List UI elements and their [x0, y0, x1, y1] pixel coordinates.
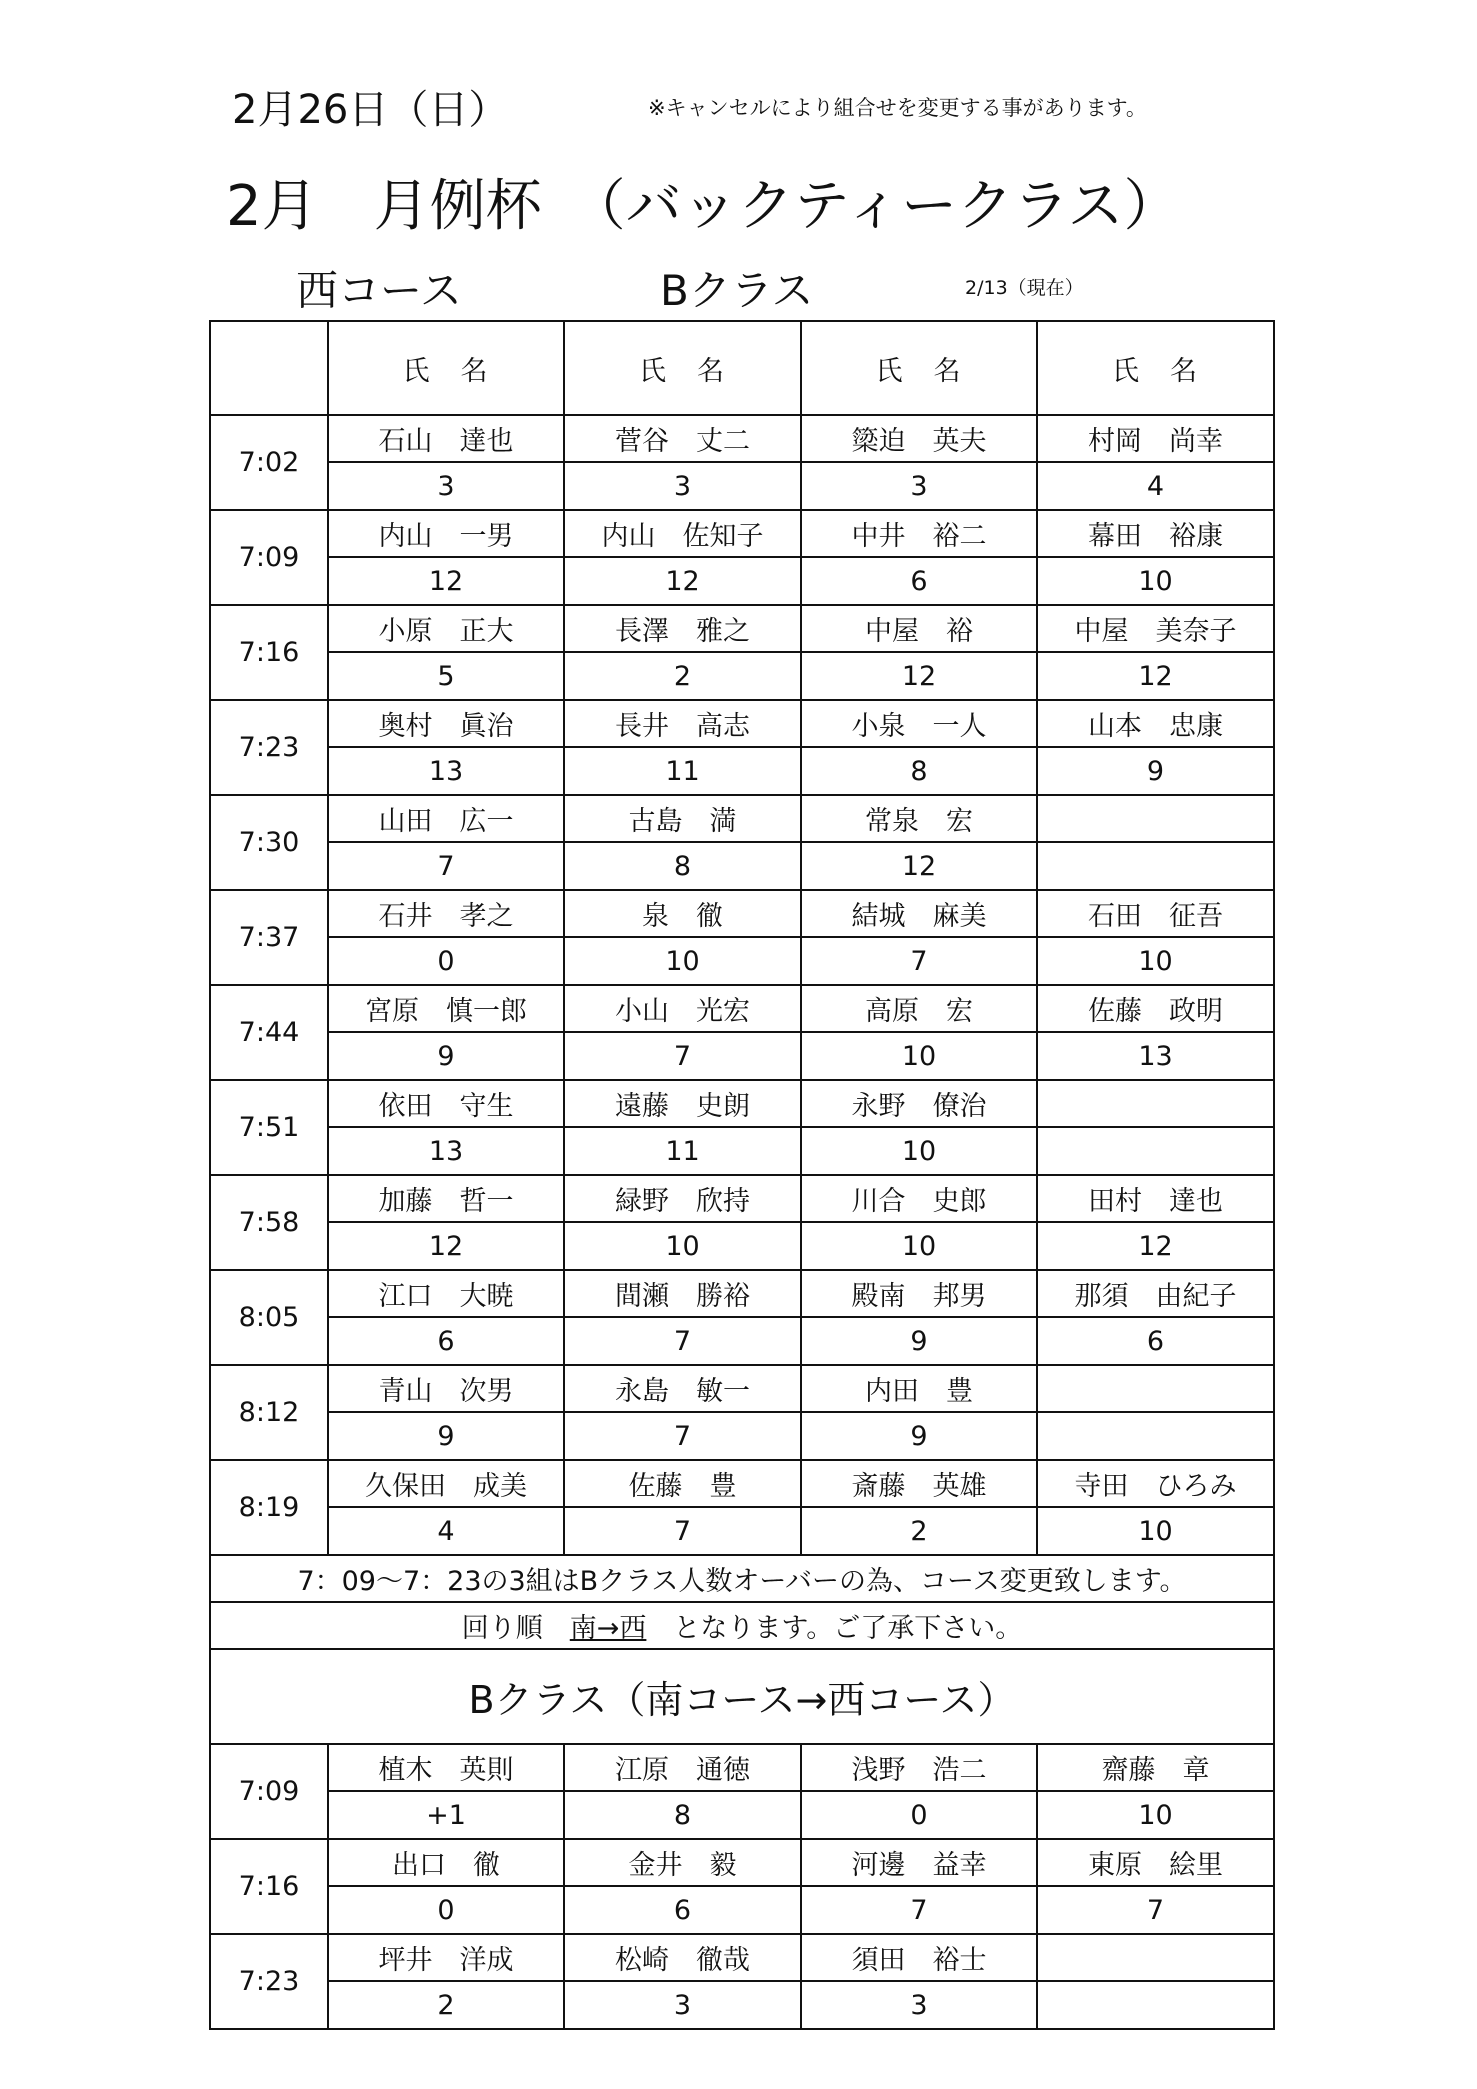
- course-change-notice: 7：09〜7：23の3組はBクラス人数オーバーの為、コース変更致します。: [210, 1555, 1274, 1602]
- player-name: 山田 広一: [328, 795, 564, 842]
- west-course-group-handicap-row: [210, 557, 1274, 605]
- south-west-group-name-row: [210, 1934, 1274, 1981]
- west-course-group-name-row: [210, 1175, 1274, 1222]
- tee-time: 7:02: [210, 415, 328, 510]
- west-course-group-name-row: [210, 1460, 1274, 1507]
- player-name: 宮原 慎一郎: [328, 985, 564, 1032]
- player-name: 斎藤 英雄: [801, 1460, 1037, 1507]
- player-handicap: 7: [564, 1412, 801, 1460]
- west-course-group-name-row: [210, 890, 1274, 937]
- player-handicap: 10: [801, 1127, 1037, 1175]
- player-name: 緑野 欣持: [564, 1175, 801, 1222]
- tee-time: 8:12: [210, 1365, 328, 1460]
- player-handicap: 10: [801, 1032, 1037, 1080]
- event-date: 2月26日（日）: [232, 87, 509, 133]
- rotation-order: 南→西: [569, 1613, 647, 1644]
- player-name: 坪井 洋成: [328, 1934, 564, 1981]
- player-handicap: 10: [1037, 1507, 1274, 1555]
- player-name: [1037, 1080, 1274, 1127]
- tee-time: 7:23: [210, 700, 328, 795]
- as-of-date: 2/13（現在）: [965, 277, 1084, 299]
- player-name: [1037, 1934, 1274, 1981]
- player-name: 古島 満: [564, 795, 801, 842]
- player-name: 佐藤 豊: [564, 1460, 801, 1507]
- west-course-group-handicap-row: [210, 1222, 1274, 1270]
- player-handicap: 2: [801, 1507, 1037, 1555]
- west-course-group-handicap-row: [210, 1127, 1274, 1175]
- west-course-group-handicap-row: [210, 1317, 1274, 1365]
- player-handicap: 6: [1037, 1317, 1274, 1365]
- table-header-row: [210, 321, 1274, 415]
- player-name: 那須 由紀子: [1037, 1270, 1274, 1317]
- rotation-notice: [210, 1602, 1274, 1649]
- player-handicap: 9: [328, 1032, 564, 1080]
- player-name: 永島 敏一: [564, 1365, 801, 1412]
- player-name: 東原 絵里: [1037, 1839, 1274, 1886]
- name-header: 氏 名: [328, 321, 564, 415]
- player-name: 中屋 美奈子: [1037, 605, 1274, 652]
- player-name: 遠藤 史朗: [564, 1080, 801, 1127]
- player-name: 菅谷 丈二: [564, 415, 801, 462]
- rotation-prefix: 回り順: [461, 1613, 570, 1644]
- player-name: 浅野 浩二: [801, 1744, 1037, 1791]
- west-course-group-name-row: [210, 415, 1274, 462]
- player-name: 奥村 眞治: [328, 700, 564, 747]
- south-west-group-handicap-row: [210, 1791, 1274, 1839]
- player-handicap: 9: [1037, 747, 1274, 795]
- tee-time: 7:44: [210, 985, 328, 1080]
- player-handicap: 0: [801, 1791, 1037, 1839]
- player-name: 田村 達也: [1037, 1175, 1274, 1222]
- tee-time: 7:30: [210, 795, 328, 890]
- player-handicap: [1037, 842, 1274, 890]
- player-handicap: 8: [564, 842, 801, 890]
- player-name: 長澤 雅之: [564, 605, 801, 652]
- player-handicap: 9: [801, 1317, 1037, 1365]
- south-west-group-handicap-row: [210, 1886, 1274, 1934]
- player-handicap: 10: [801, 1222, 1037, 1270]
- south-west-group-handicap-row: [210, 1981, 1274, 2029]
- player-handicap: 0: [328, 1886, 564, 1934]
- player-handicap: [1037, 1412, 1274, 1460]
- notice-row: [210, 1602, 1274, 1649]
- player-handicap: 4: [328, 1507, 564, 1555]
- player-name: 加藤 哲一: [328, 1175, 564, 1222]
- player-handicap: 10: [1037, 557, 1274, 605]
- tee-time: 8:05: [210, 1270, 328, 1365]
- player-handicap: 10: [1037, 1791, 1274, 1839]
- player-name: 青山 次男: [328, 1365, 564, 1412]
- player-handicap: 11: [564, 747, 801, 795]
- player-name: [1037, 795, 1274, 842]
- player-handicap: 6: [801, 557, 1037, 605]
- page-title: 2月 月例杯 （バックティークラス）: [226, 174, 1180, 239]
- player-handicap: 13: [328, 1127, 564, 1175]
- tee-time: 7:16: [210, 1839, 328, 1934]
- section-subtitle: Bクラス（南コース→西コース）: [210, 1649, 1274, 1744]
- player-handicap: 7: [801, 937, 1037, 985]
- player-handicap: 12: [801, 652, 1037, 700]
- player-name: 石山 達也: [328, 415, 564, 462]
- player-handicap: 3: [564, 462, 801, 510]
- player-handicap: 8: [801, 747, 1037, 795]
- west-course-group-name-row: [210, 1270, 1274, 1317]
- subtitle-row: [210, 1649, 1274, 1744]
- class-name: Bクラス: [660, 266, 814, 315]
- player-handicap: 12: [564, 557, 801, 605]
- player-name: 常泉 宏: [801, 795, 1037, 842]
- player-name: 小山 光宏: [564, 985, 801, 1032]
- player-handicap: 12: [1037, 1222, 1274, 1270]
- west-course-group-handicap-row: [210, 652, 1274, 700]
- player-handicap: 2: [328, 1981, 564, 2029]
- player-name: 泉 徹: [564, 890, 801, 937]
- player-name: 永野 僚治: [801, 1080, 1037, 1127]
- player-handicap: 9: [328, 1412, 564, 1460]
- player-handicap: 7: [564, 1507, 801, 1555]
- player-handicap: 7: [801, 1886, 1037, 1934]
- player-handicap: 7: [328, 842, 564, 890]
- tee-time: 7:37: [210, 890, 328, 985]
- player-handicap: 3: [801, 462, 1037, 510]
- tee-time: 7:51: [210, 1080, 328, 1175]
- player-name: 寺田 ひろみ: [1037, 1460, 1274, 1507]
- time-header-cell: [210, 321, 328, 415]
- player-name: 齋藤 章: [1037, 1744, 1274, 1791]
- west-course-group-name-row: [210, 1080, 1274, 1127]
- player-name: 山本 忠康: [1037, 700, 1274, 747]
- tee-time: 7:09: [210, 1744, 328, 1839]
- west-course-group-handicap-row: [210, 1412, 1274, 1460]
- player-handicap: 10: [1037, 937, 1274, 985]
- west-course-group-handicap-row: [210, 937, 1274, 985]
- player-handicap: 0: [328, 937, 564, 985]
- tee-time: 7:09: [210, 510, 328, 605]
- tee-time: 7:23: [210, 1934, 328, 2029]
- player-handicap: 12: [801, 842, 1037, 890]
- west-course-group-name-row: [210, 795, 1274, 842]
- player-name: [1037, 1365, 1274, 1412]
- player-handicap: 6: [564, 1886, 801, 1934]
- name-header: 氏 名: [564, 321, 801, 415]
- player-name: 長井 高志: [564, 700, 801, 747]
- player-handicap: 2: [564, 652, 801, 700]
- player-name: 幕田 裕康: [1037, 510, 1274, 557]
- change-notice: ※キャンセルにより組合せを変更する事があります。: [648, 96, 1147, 120]
- player-handicap: 13: [328, 747, 564, 795]
- player-handicap: 3: [564, 1981, 801, 2029]
- player-name: 松崎 徹哉: [564, 1934, 801, 1981]
- west-course-group-handicap-row: [210, 747, 1274, 795]
- player-handicap: 12: [328, 557, 564, 605]
- west-course-group-name-row: [210, 605, 1274, 652]
- player-handicap: 7: [564, 1317, 801, 1365]
- player-handicap: 9: [801, 1412, 1037, 1460]
- west-course-group-name-row: [210, 1365, 1274, 1412]
- player-name: 川合 史郎: [801, 1175, 1037, 1222]
- name-header: 氏 名: [801, 321, 1037, 415]
- player-handicap: 12: [1037, 652, 1274, 700]
- player-name: 出口 徹: [328, 1839, 564, 1886]
- player-name: 江口 大暁: [328, 1270, 564, 1317]
- player-handicap: 8: [564, 1791, 801, 1839]
- pairing-table: [209, 320, 1275, 2030]
- player-name: 内山 一男: [328, 510, 564, 557]
- west-course-group-handicap-row: [210, 842, 1274, 890]
- tee-time: 7:16: [210, 605, 328, 700]
- player-name: 石田 征吾: [1037, 890, 1274, 937]
- west-course-group-name-row: [210, 700, 1274, 747]
- player-name: 結城 麻美: [801, 890, 1037, 937]
- south-west-group-name-row: [210, 1744, 1274, 1791]
- player-name: 依田 守生: [328, 1080, 564, 1127]
- player-name: 金井 毅: [564, 1839, 801, 1886]
- player-handicap: 13: [1037, 1032, 1274, 1080]
- course-name: 西コース: [296, 266, 462, 315]
- player-name: 久保田 成美: [328, 1460, 564, 1507]
- player-name: 中井 裕二: [801, 510, 1037, 557]
- player-handicap: 12: [328, 1222, 564, 1270]
- player-handicap: 11: [564, 1127, 801, 1175]
- player-name: 内山 佐知子: [564, 510, 801, 557]
- west-course-group-handicap-row: [210, 1507, 1274, 1555]
- player-handicap: 3: [801, 1981, 1037, 2029]
- player-name: 村岡 尚幸: [1037, 415, 1274, 462]
- name-header: 氏 名: [1037, 321, 1274, 415]
- notice-row: [210, 1555, 1274, 1602]
- player-handicap: 10: [564, 1222, 801, 1270]
- tee-time: 7:58: [210, 1175, 328, 1270]
- west-course-group-name-row: [210, 510, 1274, 557]
- player-name: 須田 裕士: [801, 1934, 1037, 1981]
- player-name: 簗迫 英夫: [801, 415, 1037, 462]
- player-name: 間瀬 勝裕: [564, 1270, 801, 1317]
- player-handicap: 3: [328, 462, 564, 510]
- player-handicap: 6: [328, 1317, 564, 1365]
- player-handicap: 5: [328, 652, 564, 700]
- player-handicap: +1: [328, 1791, 564, 1839]
- rotation-suffix: となります。ご了承下さい。: [646, 1613, 1023, 1644]
- west-course-group-handicap-row: [210, 1032, 1274, 1080]
- player-name: 石井 孝之: [328, 890, 564, 937]
- player-handicap: 4: [1037, 462, 1274, 510]
- player-handicap: 7: [1037, 1886, 1274, 1934]
- player-name: 高原 宏: [801, 985, 1037, 1032]
- player-name: 植木 英則: [328, 1744, 564, 1791]
- player-name: 内田 豊: [801, 1365, 1037, 1412]
- player-handicap: 10: [564, 937, 801, 985]
- west-course-group-name-row: [210, 985, 1274, 1032]
- player-handicap: 7: [564, 1032, 801, 1080]
- tee-time: 8:19: [210, 1460, 328, 1555]
- south-west-group-name-row: [210, 1839, 1274, 1886]
- player-name: 中屋 裕: [801, 605, 1037, 652]
- player-name: 河邊 益幸: [801, 1839, 1037, 1886]
- player-handicap: [1037, 1981, 1274, 2029]
- player-name: 小原 正大: [328, 605, 564, 652]
- player-name: 江原 通徳: [564, 1744, 801, 1791]
- player-name: 殿南 邦男: [801, 1270, 1037, 1317]
- player-name: 小泉 一人: [801, 700, 1037, 747]
- player-handicap: [1037, 1127, 1274, 1175]
- west-course-group-handicap-row: [210, 462, 1274, 510]
- player-name: 佐藤 政明: [1037, 985, 1274, 1032]
